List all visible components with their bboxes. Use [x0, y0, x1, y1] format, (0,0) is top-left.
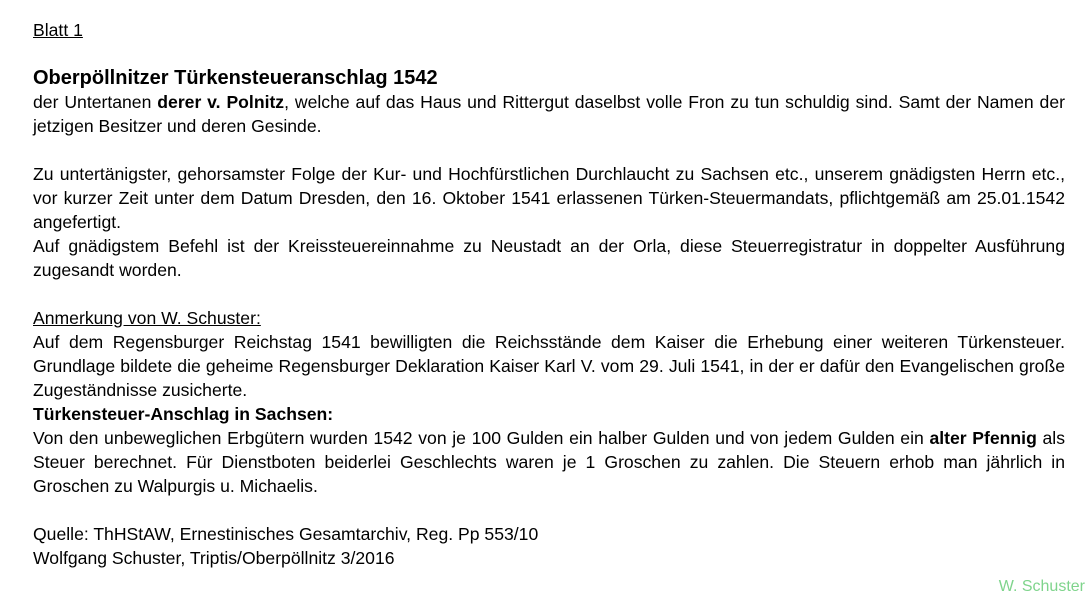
spacer [33, 138, 1065, 162]
tax-text-end: als Steuer berechnet. Für Dienstboten beiderlei Geschlechts waren je 1 Groschen zu zahlen. Die Steuern erhob man jährlich in Groschen zu Walpurgis u. Michaelis. [33, 428, 1065, 496]
spacer [33, 42, 1065, 66]
intro-text-end: , welche auf das Haus und Rittergut daselbst volle Fron zu tun schuldig sind. Samt der Namen der jetzigen Besitzer und deren Gesinde. [33, 92, 1065, 136]
tax-bold-term: alter Pfennig [929, 428, 1037, 448]
note-subheading: Türkensteuer-Anschlag in Sachsen: [33, 404, 334, 424]
watermark: W. Schuster [998, 578, 1085, 595]
intro-text-start: der Untertanen [33, 92, 158, 112]
note-heading: Anmerkung von W. Schuster: [33, 308, 261, 328]
author-line: Wolfgang Schuster, Triptis/Oberpöllnitz 3/2016 [33, 548, 395, 568]
note-paragraph-reichstag: Auf dem Regensburger Reichstag 1541 bewilligten die Reichsstände dem Kaiser die Erhebung einer weiteren Türkensteuer. Grundlage bildete die geheime Regensburger Deklaration Kaiser Karl V. vom 29. Juli 1541, in der er dafür den Evangelischen große Zugeständnisse zusicherte. [33, 332, 1065, 400]
body-paragraph-mandate: Zu untertänigster, gehorsamster Folge der Kur- und Hochfürstlichen Durchlaucht zu Sachsen etc., unserem gnädigsten Herrn etc., vor kurzer Zeit unter dem Datum Dresden, den 16. Oktober 1541 erlassenen Türken-Steuermandats, pflichtgemäß am 25.01.1542 angefertigt. [33, 164, 1065, 232]
spacer [33, 282, 1065, 306]
sheet-label: Blatt 1 [33, 20, 83, 40]
spacer [33, 498, 1065, 522]
intro-bold-name: derer v. Polnitz [157, 92, 285, 112]
tax-text-start: Von den unbeweglichen Erbgütern wurden 1542 von je 100 Gulden ein halber Gulden und von jedem Gulden ein [33, 428, 930, 448]
source-line: Quelle: ThHStAW, Ernestinisches Gesamtarchiv, Reg. Pp 553/10 [33, 524, 539, 544]
body-paragraph-order: Auf gnädigstem Befehl ist der Kreissteuereinnahme zu Neustadt an der Orla, diese Steuerregistratur in doppelter Ausführung zugesandt worden. [33, 236, 1065, 280]
note-paragraph-tax [33, 426, 1065, 498]
intro-paragraph [33, 90, 1065, 138]
document-title: Oberpöllnitzer Türkensteueranschlag 1542 [33, 67, 438, 89]
document-page [33, 18, 1065, 570]
